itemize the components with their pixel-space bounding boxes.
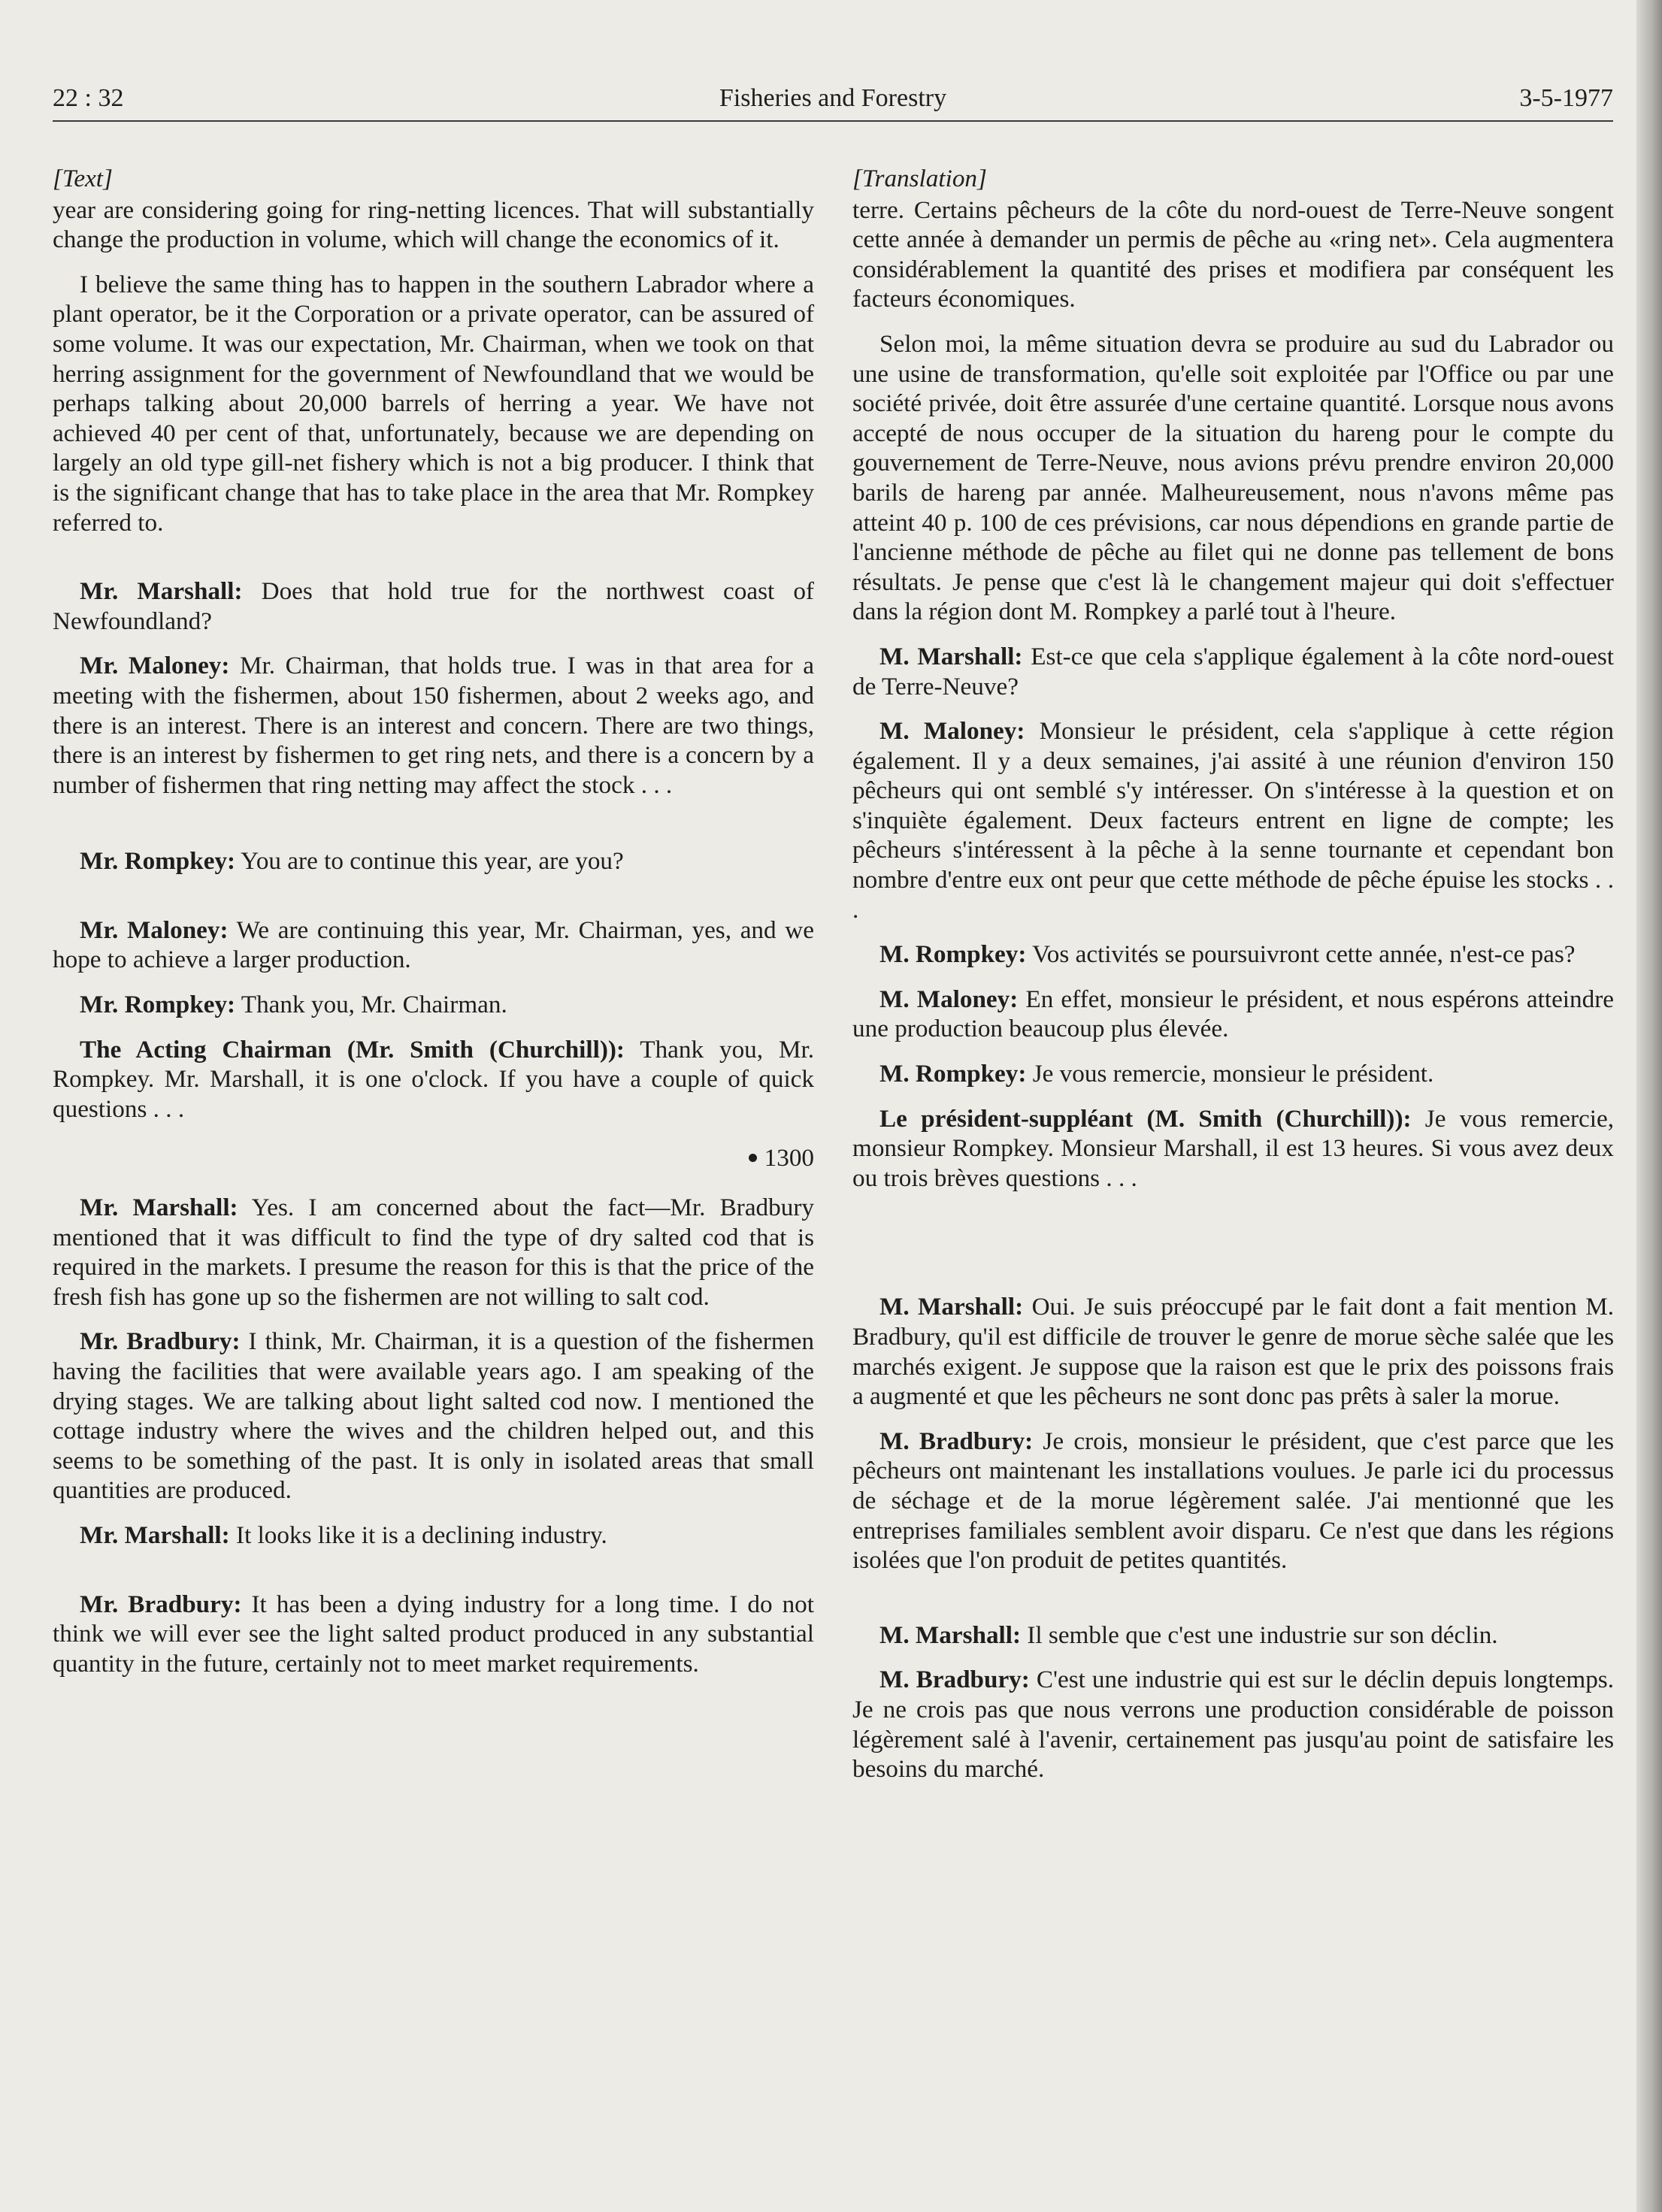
paragraph [852,1665,1614,1784]
paragraph [852,1620,1614,1651]
paragraph-text: Vos activités se poursuivront cette année, n'est-ce pas? [1026,940,1576,969]
speaker-name: Mr. Bradbury: [80,1590,242,1618]
paragraph-text: I think, Mr. Chairman, it is a question of the fishermen having the facilities that were available years ago. I am speaking of the drying stages. We are talking about light salted cod now. I mentioned the cottage industry where the wives and the children helped out, and this seems to be something of the past. It is only in isolated areas that small quantities are produced. [53,1327,814,1505]
speaker-name: M. Maloney: [879,985,1019,1013]
paragraph-text: Il semble que c'est une industrie sur son déclin. [1021,1620,1498,1649]
paragraph [53,651,814,800]
speaker-name: Mr. Rompkey: [80,847,236,876]
paragraph [852,642,1614,701]
french-column [852,164,1614,1784]
paragraph [53,195,814,255]
paragraph-text: Monsieur le président, cela s'applique à cette région également. Il y a deux semaines, j'ai assité à une réunion d'environ 150 pêcheurs qui ont semblé s'y intéresser. On s'intéresse à la question et on s'inquiète également. Deux facteurs entrent en ligne de compte; les pêcheurs s'intéressent à la pêche à la senne tournante et cependant bon nombre d'entre eux ont peur que cette méthode de pêche épuise les stocks . . . [852,717,1614,924]
paragraph-text: Thank you, Mr. Rompkey. Mr. Marshall, it is one o'clock. If you have a couple of quick questions . . . [53,1035,814,1123]
speaker-name: M. Bradbury: [879,1666,1030,1694]
paragraph-text: Je crois, monsieur le président, que c'est parce que les pêcheurs ont maintenant les installations voulues. Je parle ici du processus de séchage et de la morue légèrement salée. J'ai mentionné que les entreprises familiales semblent avoir disparu. Ce n'est que dans les régions isolées que l'on produit de petites quantités. [852,1427,1615,1575]
paragraph-text: I believe the same thing has to happen in the southern Labrador where a plant operator, be it the Corporation or a private operator, can be assured of some volume. It was our expectation, Mr. Chairman, when we took on that herring assignment for the government of Newfoundland that we would be perhaps talking about 20,000 barrels of herring a year. We have not achieved 40 per cent of that, unfortunately, because we are depending on largely an old type gill-net fishery which is not a big producer. I think that is the significant change that has to take place in the area that Mr. Rompkey referred to. [53,270,814,537]
paragraph [852,195,1614,314]
speaker-name: M. Marshall: [879,1293,1024,1321]
paragraph-text: You are to continue this year, are you? [235,847,624,876]
paragraph [852,1059,1614,1089]
speaker-name: M. Marshall: [879,1620,1022,1649]
running-header [53,84,1613,123]
paragraph [53,1193,814,1312]
speaker-name: Mr. Marshall: [80,577,243,606]
speaker-name: Mr. Marshall: [80,1194,238,1222]
translation-label: [Translation] [852,165,987,192]
paragraph [852,985,1614,1044]
speaker-name: The Acting Chairman (Mr. Smith (Churchill)): [80,1035,625,1064]
paragraph [53,990,814,1020]
paragraph [852,1292,1614,1411]
paragraph-text: Mr. Chairman, that holds true. I was in that area for a meeting with the fishermen, about 150 fishermen, about 2 weeks ago, and there is an interest. There is an interest and concern. There are two things, there is an interest by fishermen to get ring nets, and there is a concern by a number of fishermen that ring netting may affect the stock . . . [53,652,814,799]
text-label: [Text] [53,165,113,192]
paragraph-text: We are continuing this year, Mr. Chairman, yes, and we hope to achieve a larger production. [53,915,814,974]
paragraph [53,1327,814,1505]
page-reference: 22 : 32 [53,84,124,112]
speaker-name: M. Marshall: [879,642,1023,670]
time-marker [53,1143,814,1173]
paragraph-text: Yes. I am concerned about the fact—Mr. Bradbury mentioned that it was difficult to find the type of dry salted cod that is required in the markets. I presume the reason for this is that the price of the fresh fish has gone up so the fishermen are not willing to salt cod. [53,1194,814,1311]
paragraph [53,915,814,975]
paragraph [53,1521,814,1551]
paragraph-text: Does that hold true for the northwest coast of Newfoundland? [53,577,814,635]
speaker-name: Mr. Rompkey: [80,991,236,1019]
paragraph [852,329,1614,627]
paragraph [852,940,1614,970]
paragraph-text: Thank you, Mr. Chairman. [235,991,507,1019]
paragraph-text: Je vous remercie, monsieur le président. [1026,1060,1434,1088]
paragraph-text: Est-ce que cela s'applique également à la côte nord-ouest de Terre-Neuve? [852,642,1614,701]
speaker-name: M. Rompkey: [879,940,1027,969]
paragraph-text: Selon moi, la même situation devra se produire au sud du Labrador ou une usine de transformation, qu'elle soit exploitée par l'Office ou par une société privée, doit être assurée d'une certaine quantité. Lorsque nous avons accepté de nous occuper de la situation du hareng pour le compte du gouvernement de Terre-Neuve, nous avions prévu prendre environ 20,000 barils de hareng par année. Malheureusement, nous n'avons même pas atteint 40 p. 100 de ces prévisions, car nous dépendions en grande partie de l'ancienne méthode de pêche au filet qui ne donne pas tellement de bons résultats. Je pense que c'est là le changement majeur qui doit s'effectuer dans la région dont M. Rompkey a parlé tout à l'heure. [852,329,1614,626]
speaker-name: Mr. Maloney: [80,652,230,680]
paragraph-text: C'est une industrie qui est sur le déclin depuis longtemps. Je ne crois pas que nous verrons une production considérable de poisson légèrement salé à l'avenir, certainement pas jusqu'au point de satisfaire les besoins du marché. [852,1666,1615,1784]
paragraph-text: Je vous remercie, monsieur Rompkey. Monsieur Marshall, il est 13 heures. Si vous avez deux ou trois brèves questions . . . [852,1104,1614,1192]
page-date: 3-5-1977 [1519,84,1613,112]
paragraph [852,1427,1614,1575]
header-rule [53,120,1613,122]
speaker-name: Mr. Maloney: [80,915,229,944]
paragraph-text: It has been a dying industry for a long time. I do not think we will ever see the light salted product produced in any substantial quantity in the future, certainly not to meet market requirements. [53,1590,814,1678]
speaker-name: Le président-suppléant (M. Smith (Churchill)): [879,1104,1412,1133]
english-column [53,164,814,1678]
paragraph-text: En effet, monsieur le président, et nous espérons atteindre une production beaucoup plus élevée. [852,985,1615,1043]
paragraph [852,716,1614,924]
paragraph [53,1035,814,1124]
paragraph-text: year are considering going for ring-netting licences. That will substantially change the production in volume, which will change the economics of it. [53,195,814,254]
paragraph [852,1104,1614,1194]
speaker-name: Mr. Bradbury: [80,1327,241,1356]
speaker-name: M. Maloney: [879,717,1025,746]
paragraph [53,270,814,537]
paragraph [53,576,814,636]
time-marker-text: 1300 [764,1144,814,1173]
paragraph [53,1590,814,1679]
bullet-icon [749,1154,757,1162]
speaker-name: Mr. Marshall: [80,1521,230,1549]
paragraph-text: terre. Certains pêcheurs de la côte du nord-ouest de Terre-Neuve songent cette année à demander un permis de pêche au «ring net». Cela augmentera considérablement la quantité des prises et modifiera par conséquent les facteurs économiques. [852,195,1614,313]
speaker-name: M. Bradbury: [879,1427,1034,1455]
speaker-name: M. Rompkey: [879,1060,1027,1088]
paragraph-text: It looks like it is a declining industry. [229,1521,607,1549]
page-edge-shadow [1636,0,1662,2212]
paragraph [53,846,814,876]
paragraph-text: Oui. Je suis préoccupé par le fait dont a fait mention M. Bradbury, qu'il est difficile de trouver le genre de morue sèche salée que les marchés exigent. Je suppose que la raison est que le prix des poissons frais a augmenté et que les pêcheurs ne sont donc pas prêts à saler la morue. [852,1293,1614,1411]
page-title: Fisheries and Forestry [719,84,947,112]
